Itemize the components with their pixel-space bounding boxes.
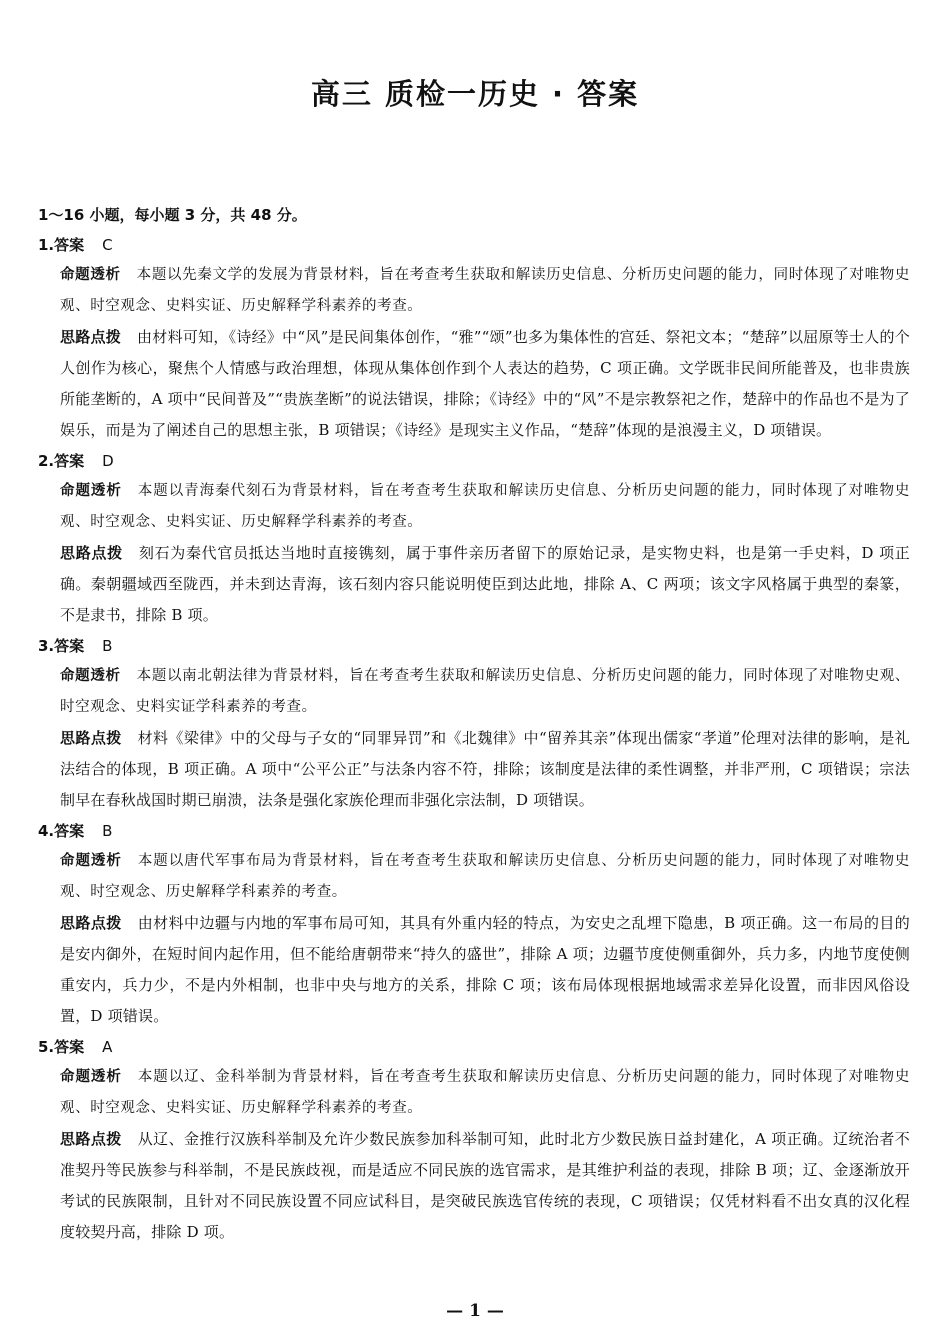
question-header (38, 230, 910, 260)
answer-letter: D (102, 452, 114, 470)
answer-label: 答案 (54, 637, 85, 655)
reasoning-text: 由材料中边疆与内地的军事布局可知，其具有外重内轻的特点，为安史之乱埋下隐患，B 项正确。这一布局的目的是安内御外，在短时间内起作用，但不能给唐朝带来“持久的盛世”，排除 A 项；边疆节度使侧重御外，兵力多，内地节度使侧重安内，兵力少，不是内外相制，也非中央与地方的关系，排除 C 项；该布局体现根据地域需求差异化设置，而非因风俗设置，D 项错误。 (60, 914, 910, 1025)
reasoning-text: 由材料可知，《诗经》中“风”是民间集体创作，“雅”“颂”也多为集体性的宫廷、祭祀文本；“楚辞”以屈原等士人的个人创作为核心，聚焦个人情感与政治理想，体现从集体创作到个人表达的趋势，C 项正确。文学既非民间所能普及，也非贵族所能垄断的，A 项中“民间普及”“贵族垄断”的说法错误，排除；《诗经》中的“风”不是宗教祭祀之作，楚辞中的作品也不是为了娱乐，而是为了阐述自己的思想主张，B 项错误；《诗经》是现实主义作品，“楚辞”体现的是浪漫主义，D 项错误。 (60, 328, 910, 439)
question-block (38, 230, 910, 446)
analysis-label: 命题透析 (60, 267, 121, 283)
analysis-label: 命题透析 (60, 853, 122, 869)
reasoning-paragraph (38, 322, 910, 446)
reasoning-label: 思路点拨 (60, 914, 122, 932)
question-number: 3. (38, 637, 55, 655)
question-header (38, 1032, 910, 1062)
reasoning-text: 刻石为秦代官员抵达当地时直接镌刻，属于事件亲历者留下的原始记录，是实物史料，也是第一手史料，D 项正确。秦朝疆域西至陇西，并未到达青海，该石刻内容只能说明使臣到达此地，排除 A、C 两项；该文字风格属于典型的秦篆，不是隶书，排除 B 项。 (60, 544, 910, 624)
analysis-paragraph (38, 1062, 910, 1124)
answer-letter: A (102, 1038, 113, 1056)
answer-letter: B (102, 822, 113, 840)
analysis-paragraph (38, 846, 910, 908)
answer-label: 答案 (54, 1038, 85, 1056)
question-block (38, 816, 910, 1032)
answer-label: 答案 (54, 822, 85, 840)
analysis-text: 本题以辽、金科举制为背景材料，旨在考查考生获取和解读历史信息、分析历史问题的能力，同时体现了对唯物史观、时空观念、史料实证、历史解释学科素养的考查。 (60, 1069, 910, 1116)
question-block (38, 631, 910, 816)
analysis-text: 本题以青海秦代刻石为背景材料，旨在考查考生获取和解读历史信息、分析历史问题的能力，同时体现了对唯物史观、时空观念、史料实证、历史解释学科素养的考查。 (60, 483, 910, 530)
reasoning-text: 材料《梁律》中的父母与子女的“同罪异罚”和《北魏律》中“留养其亲”体现出儒家“孝道”伦理对法律的影响，是礼法结合的体现，B 项正确。A 项中“公平公正”与法条内容不符，排除；该制度是法律的柔性调整，并非严刑，C 项错误；宗法制早在春秋战国时期已崩溃，法条是强化家族伦理而非强化宗法制，D 项错误。 (60, 729, 910, 809)
reasoning-paragraph (38, 1124, 910, 1248)
reasoning-label: 思路点拨 (60, 729, 122, 747)
answer-letter: B (102, 637, 113, 655)
question-number: 1. (38, 236, 55, 254)
question-number: 2. (38, 452, 55, 470)
reasoning-paragraph (38, 908, 910, 1032)
answer-letter: C (102, 236, 113, 254)
reasoning-label: 思路点拨 (60, 1130, 122, 1148)
question-header (38, 631, 910, 661)
analysis-paragraph (38, 260, 910, 322)
question-number: 4. (38, 822, 55, 840)
analysis-label: 命题透析 (60, 483, 122, 499)
analysis-text: 本题以唐代军事布局为背景材料，旨在考查考生获取和解读历史信息、分析历史问题的能力，同时体现了对唯物史观、时空观念、历史解释学科素养的考查。 (60, 853, 910, 900)
reasoning-paragraph (38, 723, 910, 816)
question-block (38, 446, 910, 631)
question-header (38, 446, 910, 476)
page-number: — 1 — (446, 1301, 504, 1321)
answer-content (38, 200, 910, 1248)
reasoning-label: 思路点拨 (60, 328, 122, 346)
analysis-label: 命题透析 (60, 1069, 122, 1085)
analysis-label: 命题透析 (60, 668, 121, 684)
analysis-text: 本题以先秦文学的发展为背景材料，旨在考查考生获取和解读历史信息、分析历史问题的能力，同时体现了对唯物史观、时空观念、史料实证、历史解释学科素养的考查。 (60, 267, 910, 314)
section-intro: 1～16 小题，每小题 3 分，共 48 分。 (38, 206, 307, 224)
analysis-text: 本题以南北朝法律为背景材料，旨在考查考生获取和解读历史信息、分析历史问题的能力，同时体现了对唯物史观、时空观念、史料实证学科素养的考查。 (60, 668, 910, 715)
question-header (38, 816, 910, 846)
analysis-paragraph (38, 661, 910, 723)
reasoning-paragraph (38, 538, 910, 631)
question-number: 5. (38, 1038, 55, 1056)
answer-label: 答案 (54, 452, 85, 470)
reasoning-text: 从辽、金推行汉族科举制及允许少数民族参加科举制可知，此时北方少数民族日益封建化，A 项正确。辽统治者不准契丹等民族参与科举制，不是民族歧视，而是适应不同民族的选官需求，是其维护利益的表现，排除 B 项；辽、金逐渐放开考试的民族限制，且针对不同民族设置不同应试科目，是突破民族选官传统的表现，C 项错误；仅凭材料看不出女真的汉化程度较契丹高，排除 D 项。 (60, 1130, 910, 1241)
page-title: 高三 质检一历史 · 答案 (310, 77, 640, 111)
reasoning-label: 思路点拨 (60, 544, 123, 562)
answer-label: 答案 (54, 236, 85, 254)
question-block (38, 1032, 910, 1248)
analysis-paragraph (38, 476, 910, 538)
